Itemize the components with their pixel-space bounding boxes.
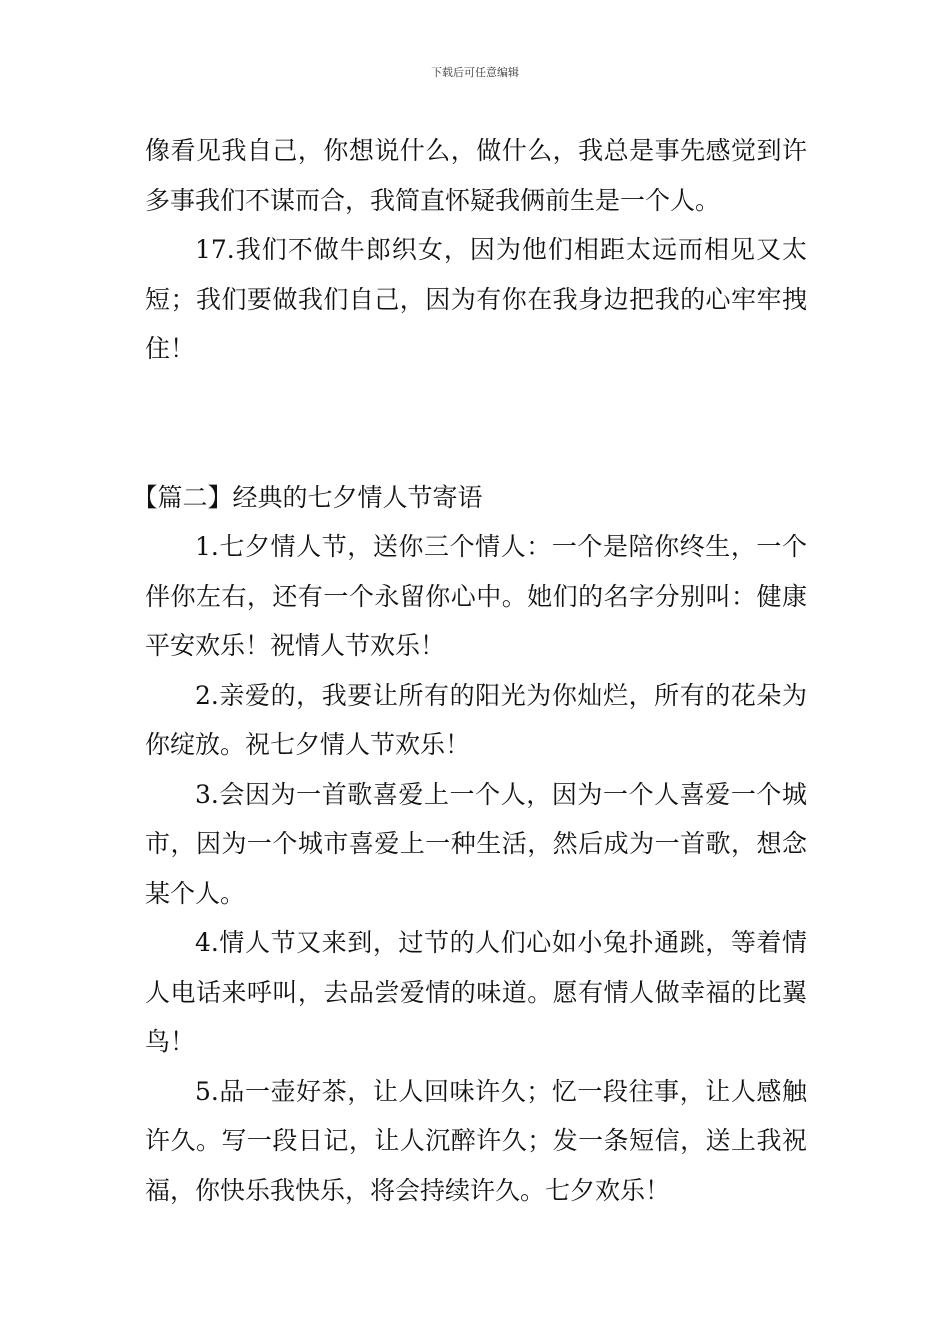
- paragraph-item-3: 3.会因为一首歌喜爱上一个人，因为一个人喜爱一个城市，因为一个城市喜爱上一种生活，然后成为一首歌，想念某个人。: [145, 779, 807, 908]
- document-body: [132, 126, 807, 1215]
- section-spacer: [145, 374, 807, 473]
- paragraph-item-1: 1.七夕情人节，送你三个情人：一个是陪你终生，一个伴你左右，还有一个永留你心中。她们的名字分别叫：健康平安欢乐！祝情人节欢乐！: [145, 532, 807, 660]
- paragraph-item-2: 2.亲爱的，我要让所有的阳光为你灿烂，所有的花朵为你绽放。祝七夕情人节欢乐！: [145, 680, 807, 759]
- section-title: 【篇二】经典的七夕情人节寄语: [132, 482, 483, 512]
- paragraph-continuation: 像看见我自己，你想说什么，做什么，我总是事先感觉到许多事我们不谋而合，我简直怀疑我俩前生是一个人。: [145, 136, 807, 215]
- paragraph-item-5: 5.品一壶好茶，让人回味许久；忆一段往事，让人感触许久。写一段日记，让人沉醉许久；发一条短信，送上我祝福，你快乐我快乐，将会持续许久。七夕欢乐！: [145, 1076, 807, 1205]
- paragraph-item-17: 17.我们不做牛郎织女，因为他们相距太远而相见又太短；我们要做我们自己，因为有你在我身边把我的心牢牢拽住！: [145, 235, 807, 363]
- page-header-note: 下载后可任意编辑: [431, 66, 519, 79]
- paragraph-item-4: 4.情人节又来到，过节的人们心如小兔扑通跳，等着情人电话来呼叫，去品尝爱情的味道。愿有情人做幸福的比翼鸟！: [145, 928, 807, 1056]
